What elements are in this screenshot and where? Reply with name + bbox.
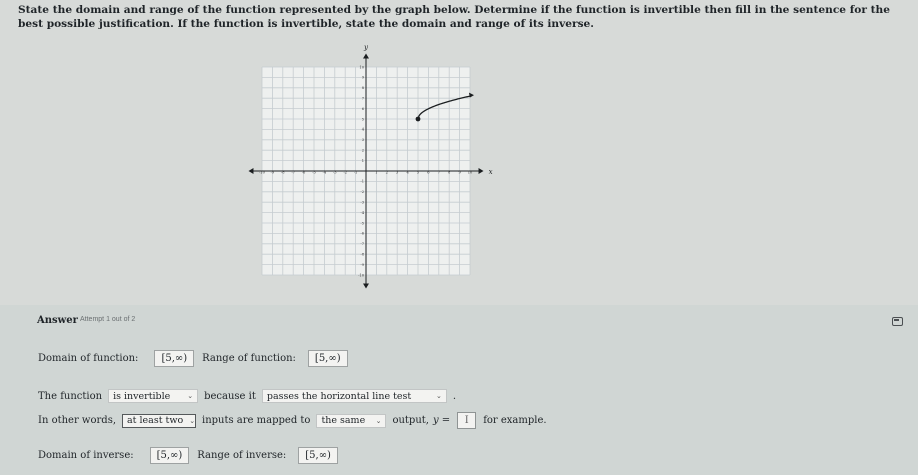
invertible-sentence-row	[36, 389, 458, 403]
y-tick-label: -8	[360, 252, 364, 257]
y-tick-label: -6	[360, 231, 364, 236]
x-tick-label: 1	[375, 170, 378, 175]
x-tick-label: -7	[291, 170, 295, 175]
y-tick-label: 10	[359, 65, 364, 70]
inverse-range-label: Range of inverse:	[197, 450, 287, 461]
function-graph	[255, 43, 493, 285]
curve-end-arrow	[469, 93, 474, 98]
x-tick-label: 6	[427, 170, 430, 175]
x-tick-label: -4	[322, 170, 327, 175]
x-tick-label: 8	[448, 170, 451, 175]
domain-label: Domain of function:	[38, 353, 139, 364]
answer-heading: Answer	[37, 315, 78, 326]
x-tick-label: -8	[281, 170, 285, 175]
output-select-value: the same	[321, 415, 366, 426]
y-tick-label: -3	[360, 200, 364, 205]
x-tick-label: -1	[353, 170, 358, 175]
y-axis-label: y	[364, 43, 368, 52]
output-text: output,	[392, 415, 429, 426]
y-equals-label: y =	[432, 415, 451, 426]
y-axis-arrow-down	[363, 284, 369, 289]
domain-answer-box[interactable]: [5,∞)	[154, 350, 194, 367]
y-tick-label: -5	[360, 221, 364, 226]
x-tick-label: 3	[396, 170, 399, 175]
x-tick-label: -10	[259, 170, 265, 175]
x-axis-arrow-right	[479, 168, 484, 174]
y-tick-label: 4	[361, 127, 364, 132]
answer-panel	[0, 305, 918, 475]
inputs-select[interactable]	[122, 414, 196, 428]
chevron-down-icon: ⌄	[189, 416, 196, 425]
x-tick-label: 9	[458, 170, 461, 175]
x-tick-label: 5	[416, 170, 420, 175]
y-tick-label: -10	[358, 273, 364, 278]
justification-select-value: passes the horizontal line test	[266, 390, 412, 402]
sentence1-prefix: The function	[38, 390, 103, 402]
inverse-domain-answer-box[interactable]: [5,∞)	[150, 447, 190, 464]
x-tick-label: 10	[467, 170, 473, 175]
text-cursor-icon: I	[464, 415, 469, 426]
inputs-sentence-row	[36, 412, 549, 429]
question-text: State the domain and range of the function represented by the graph below. Determine if the function is invertible then fill in the sentence for the best possible justification. If the function is invertible, state the domain and range of its inverse.	[18, 4, 890, 30]
attempt-counter: Attempt 1 out of 2	[80, 316, 136, 323]
output-select[interactable]	[316, 414, 386, 428]
y-tick-label: -2	[360, 190, 364, 195]
inputs-select-value: at least two	[127, 415, 184, 426]
chevron-down-icon: ⌄	[435, 392, 442, 400]
y-tick-label: 2	[361, 148, 364, 153]
for-example-text: for example.	[483, 415, 547, 426]
y-tick-label: 1	[361, 158, 364, 163]
y-tick-label: 5	[361, 117, 364, 122]
x-axis-arrow-left	[248, 168, 253, 174]
range-label: Range of function:	[202, 353, 296, 364]
x-tick-label: -3	[333, 170, 337, 175]
chevron-down-icon: ⌄	[375, 416, 382, 425]
graph-svg	[255, 43, 493, 285]
y-tick-label: 6	[361, 106, 364, 111]
x-tick-label: 2	[385, 170, 388, 175]
sentence2-prefix: In other words,	[38, 415, 116, 426]
x-tick-label: -2	[343, 170, 347, 175]
invertible-select[interactable]	[108, 389, 198, 403]
range-answer-box[interactable]: [5,∞)	[308, 350, 348, 367]
justification-select[interactable]	[262, 389, 447, 403]
invertible-select-value: is invertible	[113, 390, 171, 402]
function-domain-range-row	[36, 350, 354, 367]
curve-start-point	[416, 117, 421, 122]
x-tick-label: -5	[312, 170, 316, 175]
y-tick-label: -1	[360, 179, 364, 184]
inverse-domain-range-row	[36, 447, 344, 464]
y-tick-label: 9	[361, 75, 364, 80]
chevron-down-icon: ⌄	[187, 392, 194, 400]
y-tick-label: 3	[361, 138, 364, 143]
sentence1-end: .	[452, 390, 457, 402]
inverse-domain-label: Domain of inverse:	[38, 450, 134, 461]
x-tick-label: 7	[437, 170, 440, 175]
y-tick-label: -9	[360, 262, 364, 267]
calculator-icon[interactable]	[892, 317, 903, 326]
y-value-input[interactable]	[457, 412, 476, 429]
x-tick-label: -6	[301, 170, 306, 175]
inverse-range-answer-box[interactable]: [5,∞)	[298, 447, 338, 464]
x-tick-label: 4	[406, 170, 409, 175]
y-tick-label: 8	[361, 86, 364, 91]
y-tick-label: -7	[360, 242, 364, 247]
because-text: because it	[204, 390, 256, 402]
x-tick-label: -9	[270, 170, 275, 175]
y-tick-label: 7	[361, 96, 364, 101]
x-axis-label: x	[488, 168, 493, 176]
inputs-text: inputs are mapped to	[202, 415, 311, 426]
y-axis-arrow-up	[363, 53, 369, 58]
y-tick-label: -4	[360, 210, 364, 215]
